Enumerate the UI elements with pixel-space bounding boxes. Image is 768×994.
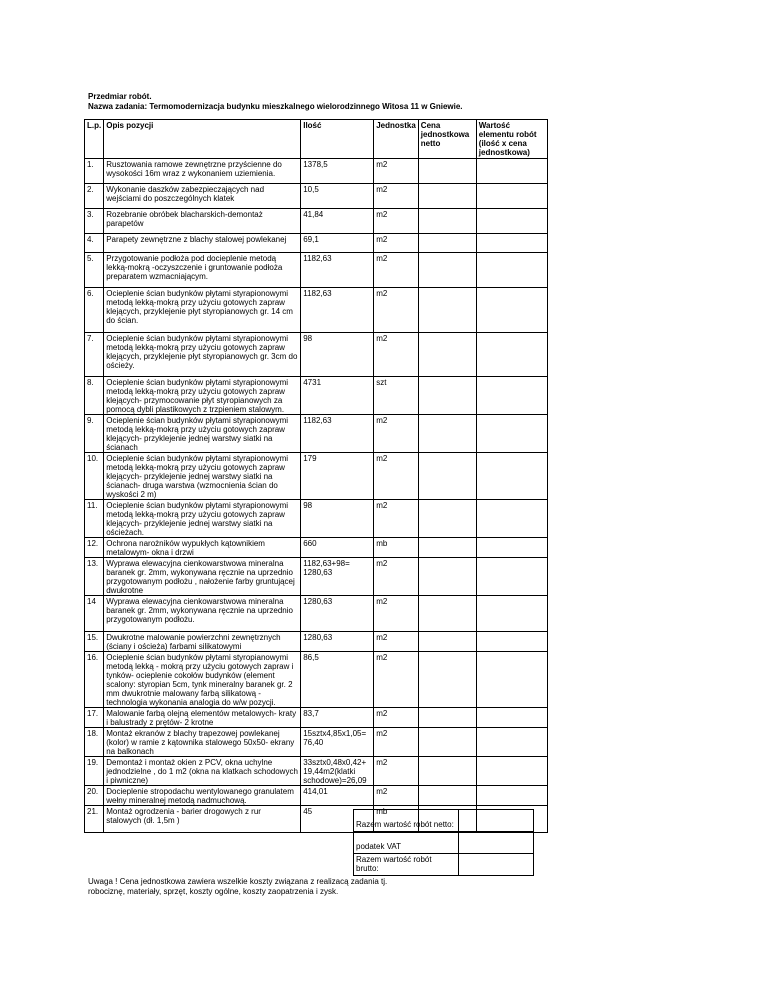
cell-jednostka: m2: [374, 234, 419, 253]
cell-ilosc: 660: [301, 538, 374, 558]
cell-lp: 5.: [85, 253, 104, 288]
cell-lp: 9.: [85, 415, 104, 453]
cell-wartosc: [476, 184, 547, 209]
table-row: [85, 538, 548, 558]
table-row: [85, 500, 548, 538]
cell-wartosc: [476, 453, 547, 500]
cell-ilosc: 15sztx4,85x1,05= 76,40: [301, 728, 374, 757]
cell-lp: 3.: [85, 209, 104, 234]
cell-wartosc: [476, 728, 547, 757]
cell-cena: [418, 184, 476, 209]
vat-label: podatek VAT: [354, 832, 459, 854]
cell-cena: [418, 333, 476, 377]
table-row: [85, 288, 548, 333]
document-subtitle: Przedmiar robót.: [88, 92, 152, 101]
cell-jednostka: m2: [374, 596, 419, 632]
cell-ilosc: 69,1: [301, 234, 374, 253]
total-brutto-value: [459, 854, 534, 876]
cell-cena: [418, 632, 476, 652]
cell-lp: 1.: [85, 159, 104, 184]
cell-opis: Przygotowanie podłoża pod docieplenie metodą lekką-mokrą -oczyszczenie i gruntowanie podłoża preparatem wzmacniającym.: [104, 253, 301, 288]
cell-opis: Ocieplenie ścian budynków płytami styrapionowymi metodą lekką-mokrą przy użyciu gotowych zapraw klejących, przyklejenie płyt styropianowych gr. 3cm do ościeży.: [104, 333, 301, 377]
cell-wartosc: [476, 159, 547, 184]
cell-cena: [418, 708, 476, 728]
cell-jednostka: m2: [374, 288, 419, 333]
cell-cena: [418, 652, 476, 708]
cell-jednostka: m2: [374, 708, 419, 728]
cost-estimate-table: [84, 119, 548, 833]
cell-wartosc: [476, 652, 547, 708]
cell-cena: [418, 234, 476, 253]
cell-ilosc: 1378,5: [301, 159, 374, 184]
total-netto-label: Razem wartość robót netto:: [354, 810, 459, 832]
document-title: Nazwa zadania: Termomodernizacja budynku mieszkalnego wielorodzinnego Witosa 11 w Gniewie.: [88, 102, 463, 111]
cell-opis: Rusztowania ramowe zewnętrzne przyścienne do wysokości 16m wraz z wykonaniem uziemienia.: [104, 159, 301, 184]
cell-cena: [418, 596, 476, 632]
cell-jednostka: m2: [374, 415, 419, 453]
column-header-opis: Opis pozycji: [104, 120, 301, 159]
cell-cena: [418, 453, 476, 500]
table-row: [85, 415, 548, 453]
table-row: [85, 209, 548, 234]
cell-lp: 16.: [85, 652, 104, 708]
cell-lp: 19.: [85, 757, 104, 786]
footnote: [88, 877, 508, 897]
table-row: [85, 632, 548, 652]
cell-lp: 7.: [85, 333, 104, 377]
cell-opis: Ocieplenie ścian budynków płytami styropianowymi metodą lekką - mokrą przy użyciu gotowych zapraw i tynków- ocieplenie cokołów budynków (element scalony: styropian 5cm, tynk mineralny baranek gr. 2 mm dwukrotnie malowany farbą silikatową - technologia wykonania analogia do w/w pozycji.: [104, 652, 301, 708]
column-header-jednostka: Jednostka: [374, 120, 419, 159]
footnote-line-1: Uwaga ! Cena jednostkowa zawiera wszelkie koszty związana z realizacą zadania tj.: [88, 877, 388, 886]
cell-opis: Ocieplenie ścian budynków płytami styrapionowymi metodą lekką-mokrą przy użyciu gotowych zapraw klejących, przyklejenie płyt styropianowych gr. 14 cm do ścian.: [104, 288, 301, 333]
cell-jednostka: m2: [374, 184, 419, 209]
cell-jednostka: m2: [374, 558, 419, 596]
cell-ilosc: 86,5: [301, 652, 374, 708]
table-row: [85, 333, 548, 377]
total-brutto-row: [354, 854, 534, 876]
cell-wartosc: [476, 558, 547, 596]
cell-cena: [418, 288, 476, 333]
cell-opis: Ocieplenie ścian budynków płytami styrapionowymi metodą lekką-mokrą przy użyciu gotowych zapraw klejących- przyklejenie jednej warstwy siatki na ścianach: [104, 415, 301, 453]
total-brutto-label: Razem wartość robót brutto:: [354, 854, 459, 876]
column-header-ilosc: Ilość: [301, 120, 374, 159]
cell-opis: Rozebranie obróbek blacharskich-demontaż parapetów: [104, 209, 301, 234]
cell-opis: Montaż ekranów z blachy trapezowej powlekanej (kolor) w ramie z kątownika stalowego 50x50- ekrany na balkonach: [104, 728, 301, 757]
cell-opis: Docieplenie stropodachu wentylowanego granulatem wełny mineralnej metodą nadmuchową.: [104, 786, 301, 806]
cell-opis: Wyprawa elewacyjna cienkowarstwowa mineralna baranek gr. 2mm, wykonywana ręcznie na uprzednio przygotowanym podłożu , nałożenie farby gruntującej dwukrotne: [104, 558, 301, 596]
cell-cena: [418, 757, 476, 786]
vat-row: [354, 832, 534, 854]
table-row: [85, 159, 548, 184]
cell-wartosc: [476, 288, 547, 333]
cell-jednostka: m2: [374, 500, 419, 538]
cell-opis: Demontaż i montaż okien z PCV, okna uchylne jednodzielne , do 1 m2 (okna na klatkach schodowych i piwniczne): [104, 757, 301, 786]
cell-opis: Ocieplenie ścian budynków płytami styrapionowymi metodą lekką-mokrą przy użyciu gotowych zapraw klejących- przyklejenie jednej warstwy siatki na ścianach- druga warstwa (wzmocnienia ścian do wyskości 2 m): [104, 453, 301, 500]
totals-table: [353, 809, 534, 876]
cell-ilosc: 414,01: [301, 786, 374, 806]
vat-value: [459, 832, 534, 854]
cell-wartosc: [476, 377, 547, 415]
cell-cena: [418, 209, 476, 234]
cell-lp: 13.: [85, 558, 104, 596]
cell-ilosc: 41,84: [301, 209, 374, 234]
cell-lp: 15.: [85, 632, 104, 652]
cell-jednostka: m2: [374, 632, 419, 652]
cell-wartosc: [476, 757, 547, 786]
cell-opis: Wyprawa elewacyjna cienkowarstwowa mineralna baranek gr. 2mm, wykonywana ręcznie na uprzednio przygotowanym podłożu.: [104, 596, 301, 632]
cell-opis: Parapety zewnętrzne z blachy stalowej powlekanej: [104, 234, 301, 253]
cell-ilosc: 45: [301, 806, 374, 833]
cell-wartosc: [476, 708, 547, 728]
cell-lp: 14: [85, 596, 104, 632]
table-row: [85, 728, 548, 757]
cell-jednostka: m2: [374, 253, 419, 288]
cell-ilosc: 1182,63+98= 1280,63: [301, 558, 374, 596]
table-row: [85, 184, 548, 209]
cell-ilosc: 98: [301, 333, 374, 377]
column-header-lp: L.p.: [85, 120, 104, 159]
cell-jednostka: szt: [374, 377, 419, 415]
column-header-cena: Cena jednostkowa netto: [418, 120, 476, 159]
cell-ilosc: 1280,63: [301, 632, 374, 652]
cell-ilosc: 1280,63: [301, 596, 374, 632]
table-row: [85, 453, 548, 500]
cell-cena: [418, 415, 476, 453]
cell-cena: [418, 253, 476, 288]
cell-ilosc: 1182,63: [301, 415, 374, 453]
cell-lp: 18.: [85, 728, 104, 757]
cell-wartosc: [476, 500, 547, 538]
table-row: [85, 596, 548, 632]
cell-ilosc: 1182,63: [301, 253, 374, 288]
cell-lp: 4.: [85, 234, 104, 253]
table-row: [85, 253, 548, 288]
cell-opis: Malowanie farbą olejną elementów metalowych- kraty i balustrady z prętów- 2 krotne: [104, 708, 301, 728]
cell-opis: Montaż ogrodzenia - barier drogowych z rur stalowych (dł. 1,5m ): [104, 806, 301, 833]
cell-lp: 21.: [85, 806, 104, 833]
table-row: [85, 757, 548, 786]
cell-opis: Ocieplenie ścian budynków płytami styrapionowymi metodą lekką-mokrą przy użyciu gotowych zapraw klejących- przymocowanie płyt styropianowych za pomocą dybli plastikowych z trzpieniem stalowym.: [104, 377, 301, 415]
cell-wartosc: [476, 253, 547, 288]
cell-lp: 11.: [85, 500, 104, 538]
cell-opis: Ochrona narożników wypukłych kątownikiem metalowym- okna i drzwi: [104, 538, 301, 558]
cell-opis: Wykonanie daszków zabezpieczających nad wejściami do poszczególnych klatek: [104, 184, 301, 209]
cell-ilosc: 4731: [301, 377, 374, 415]
cell-wartosc: [476, 234, 547, 253]
cell-ilosc: 10,5: [301, 184, 374, 209]
footnote-line-2: robociznę, materiały, sprzęt, koszty ogólne, koszty zaopatrzenia i zysk.: [88, 887, 339, 896]
cell-jednostka: m2: [374, 786, 419, 806]
cell-lp: 12.: [85, 538, 104, 558]
cell-wartosc: [476, 333, 547, 377]
cell-wartosc: [476, 632, 547, 652]
cell-ilosc: 98: [301, 500, 374, 538]
cell-lp: 17.: [85, 708, 104, 728]
table-row: [85, 786, 548, 806]
cell-wartosc: [476, 786, 547, 806]
cell-jednostka: m2: [374, 728, 419, 757]
cell-jednostka: m2: [374, 159, 419, 184]
cell-cena: [418, 558, 476, 596]
cell-jednostka: mb: [374, 806, 419, 833]
cell-wartosc: [476, 415, 547, 453]
table-row: [85, 652, 548, 708]
table-row: [85, 558, 548, 596]
cell-ilosc: 83,7: [301, 708, 374, 728]
cell-opis: Dwukrotne malowanie powierzchni zewnętrznych (ściany i ościeża) farbami silikatowymi: [104, 632, 301, 652]
cell-lp: 2.: [85, 184, 104, 209]
cell-wartosc: [476, 209, 547, 234]
cell-jednostka: m2: [374, 757, 419, 786]
cell-cena: [418, 159, 476, 184]
cell-ilosc: 33sztx0,48x0,42+ 19,44m2(klatki schodowe)=26,09: [301, 757, 374, 786]
cell-jednostka: m2: [374, 333, 419, 377]
table-header-row: [85, 120, 548, 159]
cell-cena: [418, 538, 476, 558]
cell-lp: 10.: [85, 453, 104, 500]
cell-cena: [418, 786, 476, 806]
total-netto-value: [459, 810, 534, 832]
cell-ilosc: 1182,63: [301, 288, 374, 333]
table-row: [85, 377, 548, 415]
cell-lp: 20.: [85, 786, 104, 806]
cell-cena: [418, 728, 476, 757]
cell-jednostka: m2: [374, 209, 419, 234]
cell-jednostka: mb: [374, 538, 419, 558]
cell-lp: 6.: [85, 288, 104, 333]
cell-cena: [418, 377, 476, 415]
cell-wartosc: [476, 596, 547, 632]
table-row: [85, 234, 548, 253]
cell-jednostka: m2: [374, 652, 419, 708]
column-header-wartosc: Wartość elementu robót (ilość x cena jednostkowa): [476, 120, 547, 159]
cell-wartosc: [476, 538, 547, 558]
table-row: [85, 708, 548, 728]
total-netto-row: [354, 810, 534, 832]
cell-ilosc: 179: [301, 453, 374, 500]
cell-opis: Ocieplenie ścian budynków płytami styrapionowymi metodą lekką-mokrą przy użyciu gotowych zapraw klejących- przyklejenie jednej warstwy siatki na ościeżach.: [104, 500, 301, 538]
cell-lp: 8.: [85, 377, 104, 415]
cell-jednostka: m2: [374, 453, 419, 500]
cell-cena: [418, 500, 476, 538]
